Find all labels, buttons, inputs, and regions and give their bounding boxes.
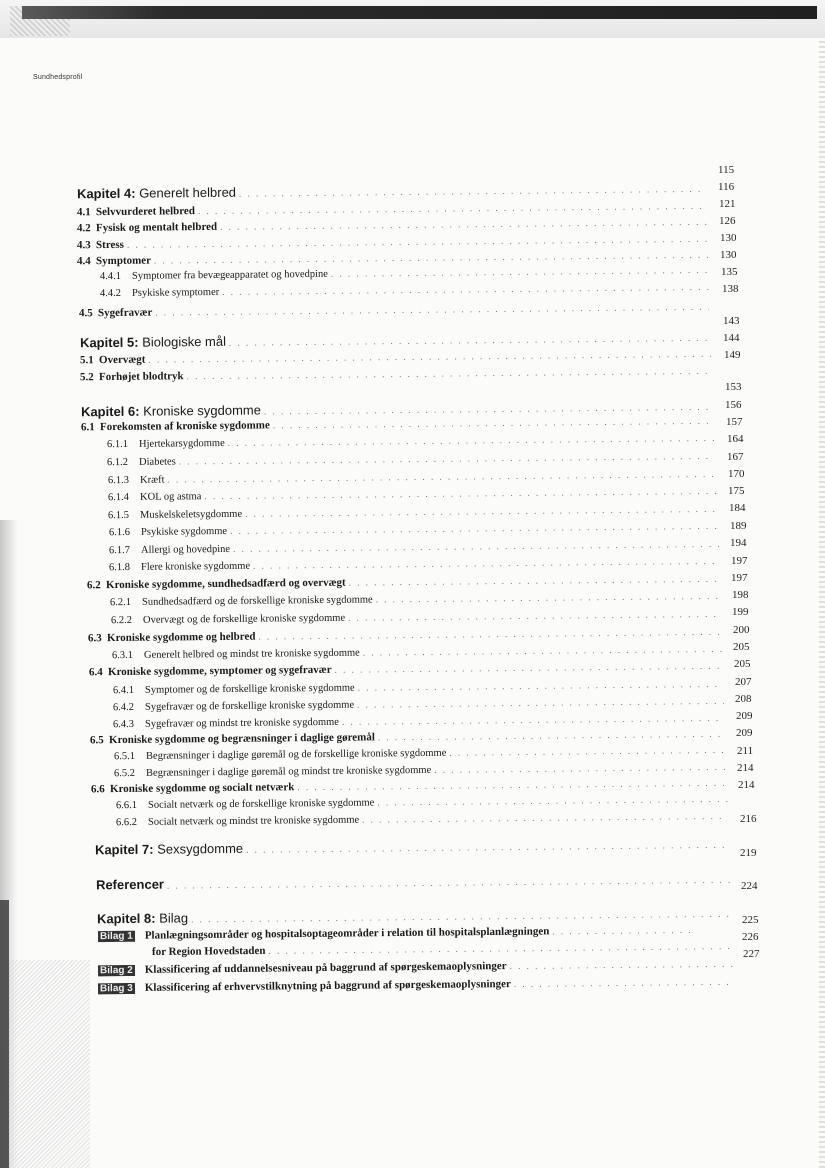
toc-subsection-entry[interactable]	[100, 265, 708, 282]
entry-number: 4.4	[76, 255, 91, 268]
page-number: 143	[723, 315, 740, 327]
entry-title: Muskelskeletsygdomme	[139, 508, 243, 521]
entry-title: Begrænsninger i daglige gøremål og mindst tre kroniske sygdomme	[145, 764, 432, 779]
leader-dots	[358, 679, 724, 693]
chapter-title	[77, 185, 236, 202]
leader-dots	[239, 184, 707, 199]
leader-dots	[331, 265, 708, 279]
entry-title: Generelt helbred og mindst tre kroniske sygdomme	[143, 647, 360, 661]
entry-number: 6.1.5	[107, 509, 130, 522]
page-number: 144	[723, 332, 740, 344]
appendix-tag: Bilag 3	[99, 982, 133, 995]
leader-dots	[334, 661, 723, 675]
entry-title: Sygefravær og mindst tre kroniske sygdomme	[144, 716, 339, 730]
leader-dots	[222, 282, 709, 297]
chapter-title	[81, 402, 261, 419]
entry-title: Kroniske sygdomme, sundhedsadfærd og overvægt	[105, 576, 346, 592]
toc-chapter-entry[interactable]	[77, 180, 707, 202]
toc-subsection-entry[interactable]	[116, 794, 728, 811]
toc-appendix-entry[interactable]	[98, 976, 735, 995]
entry-number: 6.1.8	[108, 561, 131, 574]
toc-section-entry[interactable]	[77, 249, 708, 268]
page-number: 198	[732, 589, 749, 601]
leader-dots	[154, 250, 708, 266]
leader-dots	[233, 539, 719, 554]
page-number: 189	[730, 520, 747, 532]
page-number: 130	[720, 232, 737, 244]
leader-dots	[357, 696, 724, 710]
chapter-label: Referencer	[95, 876, 165, 893]
entry-title: Overvægt og de forskellige kroniske sygdomme	[142, 612, 346, 626]
page-number: 197	[731, 572, 748, 584]
chapter-label: Kapitel 8:	[96, 910, 156, 927]
entry-title: Psykiske symptomer	[131, 286, 220, 299]
toc-chapter-entry[interactable]	[96, 871, 731, 893]
page-number: 199	[732, 606, 749, 618]
appendix-title: for Region Hovedstaden	[151, 944, 266, 959]
entry-title: Kroniske sygdomme og socialt netværk	[109, 781, 295, 796]
appendix-title: Planlægningsområder og hospitalsoptageområder i relation til hospitalsplanlægningen	[144, 925, 550, 942]
entry-number: 6.1.4	[107, 491, 130, 504]
page-number: 219	[740, 847, 757, 859]
toc-subsection-entry[interactable]	[108, 486, 717, 503]
entry-title: Forekomsten af kroniske sygdomme	[99, 419, 270, 434]
leader-dots	[377, 794, 728, 808]
toc-chapter-entry[interactable]	[95, 836, 730, 858]
leader-dots	[258, 627, 722, 642]
page-number: 126	[719, 215, 736, 227]
page-number: 135	[721, 266, 738, 278]
entry-title: Flere kroniske sygdomme	[140, 560, 251, 573]
page-number: 207	[735, 676, 752, 688]
page-number: 153	[725, 381, 742, 393]
toc-subsection-entry[interactable]	[109, 556, 720, 573]
entry-number: 6.4.1	[112, 684, 135, 697]
page-number: 197	[731, 555, 748, 567]
page-number: 208	[735, 693, 752, 705]
leader-dots	[449, 745, 726, 758]
page-number: 156	[725, 399, 742, 411]
toc-section-entry[interactable]	[80, 365, 712, 384]
leader-dots	[510, 959, 734, 971]
toc-appendix-entry[interactable]	[98, 924, 690, 942]
toc-subsection-entry[interactable]	[114, 762, 727, 779]
entry-number: 4.1	[76, 206, 91, 219]
leader-dots	[349, 574, 720, 588]
entry-number: 6.6	[90, 783, 105, 796]
entry-number: 6.2.2	[110, 614, 133, 627]
chapter-label: Kapitel 4:	[76, 185, 136, 202]
toc-subsection-entry[interactable]	[108, 469, 716, 486]
leader-dots	[348, 609, 722, 623]
chapter-name: Biologiske mål	[138, 333, 227, 350]
leader-dots	[273, 416, 714, 431]
toc-subsection-entry[interactable]	[113, 713, 725, 730]
toc-subsection-entry[interactable]	[109, 521, 718, 538]
toc-subsection-entry[interactable]	[111, 609, 722, 626]
entry-title: KOL og astma	[139, 491, 202, 503]
entry-title: Kroniske sygdomme, symptomer og sygefravær	[107, 663, 332, 679]
page-number: 115	[718, 164, 735, 176]
page-number: 130	[720, 249, 737, 261]
leader-dots	[264, 402, 713, 417]
entry-title: Begrænsninger i daglige gøremål og de forskellige kroniske sygdomme	[145, 747, 447, 762]
entry-number: 6.1.6	[108, 526, 131, 539]
page-number: 121	[719, 198, 736, 210]
chapter-title	[95, 841, 243, 858]
leader-dots	[246, 840, 730, 855]
leader-dots	[363, 644, 723, 658]
leader-dots	[378, 729, 726, 743]
toc-subsection-entry[interactable]	[110, 591, 721, 608]
page-number: 138	[722, 283, 739, 295]
appendix-title: Klassificering af uddannelsesniveau på baggrund af spørgeskemaoplysninger	[144, 960, 507, 976]
entry-title: Symptomer	[95, 254, 152, 268]
entry-title: Stress	[95, 238, 124, 252]
toc-subsection-entry[interactable]	[114, 745, 726, 762]
entry-title: Hjertekarsygdomme	[138, 437, 225, 450]
page-number: 209	[736, 727, 753, 739]
leader-dots	[167, 469, 716, 485]
toc-subsection-entry[interactable]	[113, 679, 724, 696]
toc-subsection-entry[interactable]	[109, 539, 719, 556]
entry-number: 6.6.2	[115, 816, 138, 829]
toc-section-entry[interactable]	[77, 216, 707, 235]
chapter-name: Sexsygdomme	[153, 840, 244, 857]
entry-title: Sygefravær og de forskellige kroniske sygdomme	[144, 699, 355, 713]
page-number: 157	[726, 416, 743, 428]
chapter-title	[80, 334, 226, 351]
toc-section-entry[interactable]	[77, 200, 707, 219]
entry-title: Diabetes	[138, 456, 176, 468]
leader-dots	[230, 521, 718, 536]
page-number: 205	[734, 658, 751, 670]
toc-subsection-entry[interactable]	[116, 811, 728, 828]
entry-number: 6.2.1	[109, 596, 132, 609]
entry-title: Overvægt	[98, 353, 146, 367]
entry-number: 4.4.2	[99, 287, 122, 300]
entry-title: Kroniske sygdomme og begrænsninger i daglige gøremål	[108, 731, 375, 747]
running-head: Sundhedsprofil	[33, 74, 83, 81]
toc-appendix-entry[interactable]	[98, 958, 734, 977]
appendix-tag: Bilag 2	[99, 964, 133, 977]
page-number: 167	[727, 451, 744, 463]
toc-section-entry[interactable]	[89, 660, 723, 679]
toc-section-entry[interactable]	[79, 301, 709, 320]
page-number: 209	[736, 710, 753, 722]
leader-dots	[220, 217, 707, 232]
leader-dots	[228, 433, 714, 448]
toc-subsection-entry[interactable]	[100, 282, 709, 299]
entry-number: 6.6.1	[115, 799, 138, 812]
leader-dots	[167, 875, 731, 891]
page-number: 194	[730, 537, 747, 549]
entry-number: 4.4.1	[99, 270, 122, 283]
entry-title: Symptomer fra bevægeapparatet og hovedpine	[131, 268, 328, 282]
toc-subsection-entry[interactable]	[113, 696, 724, 713]
leader-dots	[187, 366, 712, 382]
page-number: 205	[733, 641, 750, 653]
entry-number: 6.3	[87, 632, 102, 645]
leader-dots	[514, 977, 735, 989]
page-number: 170	[728, 468, 745, 480]
leader-dots	[155, 302, 709, 318]
page-number: 216	[740, 813, 757, 825]
toc-section-entry[interactable]	[91, 777, 727, 796]
entry-number: 6.4.2	[112, 701, 135, 714]
chapter-name: Generelt helbred	[135, 184, 237, 201]
leader-dots	[245, 504, 718, 519]
leader-dots	[376, 591, 721, 605]
leader-dots	[434, 762, 727, 775]
chapter-label: Kapitel 5:	[79, 334, 139, 351]
entry-number: 4.5	[78, 307, 93, 320]
entry-title: Sygefravær	[97, 306, 153, 320]
leader-dots	[297, 778, 727, 792]
entry-number: 4.3	[76, 239, 91, 252]
entry-number: 6.4	[88, 666, 103, 679]
entry-title: Sundhedsadfærd og de forskellige kroniske sygdomme	[141, 594, 373, 608]
entry-title: Allergi og hovedpine	[140, 543, 231, 556]
leader-dots	[362, 811, 728, 825]
entry-number: 6.3.1	[111, 649, 134, 662]
entry-number: 6.5	[89, 734, 104, 747]
entry-number: 6.1.3	[107, 474, 130, 487]
toc-section-entry[interactable]	[88, 626, 722, 645]
page-number: 184	[729, 502, 746, 514]
page-number: 226	[742, 931, 759, 943]
page-number: 214	[737, 762, 754, 774]
leader-dots	[204, 486, 717, 501]
leader-dots	[229, 333, 711, 348]
leader-dots	[552, 925, 690, 936]
page-number: 164	[727, 433, 744, 445]
toc-appendix-entry[interactable]	[152, 940, 733, 958]
entry-number: 6.1.2	[106, 456, 129, 469]
leader-dots	[148, 349, 711, 365]
toc-section-entry[interactable]	[80, 348, 711, 367]
chapter-name: Kroniske sygdomme	[139, 402, 261, 419]
appendix-tag: Bilag 1	[99, 930, 133, 943]
entry-number: 4.2	[76, 222, 91, 235]
entry-number: 6.2	[86, 579, 101, 592]
leader-dots	[198, 201, 707, 216]
page-number: 211	[737, 745, 754, 757]
page-number: 175	[728, 485, 745, 497]
leader-dots	[342, 713, 725, 727]
entry-title: Socialt netværk og mindst tre kroniske sygdomme	[147, 814, 360, 828]
toc-section-entry[interactable]	[87, 573, 720, 592]
entry-number: 5.1	[79, 354, 94, 367]
page-number: 225	[742, 914, 759, 926]
entry-number: 5.2	[79, 371, 94, 384]
leader-dots	[179, 451, 715, 467]
chapter-name: Bilag	[155, 910, 189, 926]
toc-subsection-entry[interactable]	[108, 504, 718, 521]
entry-title: Fysisk og mentalt helbred	[95, 220, 218, 235]
toc-chapter-entry[interactable]	[97, 905, 731, 927]
chapter-title	[97, 910, 188, 926]
entry-title: Kroniske sygdomme og helbred	[106, 630, 256, 645]
entry-number: 6.5.2	[113, 767, 136, 780]
page-number: 214	[738, 779, 755, 791]
toc-chapter-entry[interactable]	[80, 329, 711, 351]
entry-title: Psykiske sygdomme	[140, 525, 228, 538]
entry-number: 6.1.7	[108, 544, 131, 557]
entry-number: 6.4.3	[112, 718, 135, 731]
page-number: 224	[741, 880, 758, 892]
toc-section-entry[interactable]	[77, 233, 707, 252]
page-number: 116	[718, 181, 735, 193]
toc-subsection-entry[interactable]	[107, 433, 714, 450]
toc-subsection-entry[interactable]	[107, 451, 715, 468]
leader-dots	[191, 909, 731, 925]
appendix-title: Klassificering af erhvervstilknytning på baggrund af spørgeskemaoplysninger	[144, 978, 511, 994]
page-number: 149	[724, 349, 741, 361]
entry-number: 6.1.1	[106, 438, 129, 451]
chapter-label: Kapitel 6:	[80, 403, 140, 420]
chapter-label: Kapitel 7:	[94, 841, 154, 858]
leader-dots	[127, 234, 707, 250]
leader-dots	[253, 556, 720, 571]
toc-subsection-entry[interactable]	[112, 644, 723, 661]
entry-number: 6.5.1	[113, 750, 136, 763]
entry-title: Forhøjet blodtryk	[98, 370, 184, 384]
chapter-title	[96, 877, 164, 893]
toc-section-entry[interactable]	[90, 728, 726, 747]
entry-title: Socialt netværk og de forskellige kroniske sygdomme	[147, 797, 375, 811]
leader-dots	[268, 941, 733, 956]
entry-number: 6.1	[80, 421, 95, 434]
page-number: 227	[743, 948, 760, 960]
entry-title: Selvvurderet helbred	[95, 205, 195, 219]
page-number: 200	[733, 624, 750, 636]
entry-title: Symptomer og de forskellige kroniske sygdomme	[144, 682, 355, 696]
entry-title: Kræft	[139, 474, 165, 486]
